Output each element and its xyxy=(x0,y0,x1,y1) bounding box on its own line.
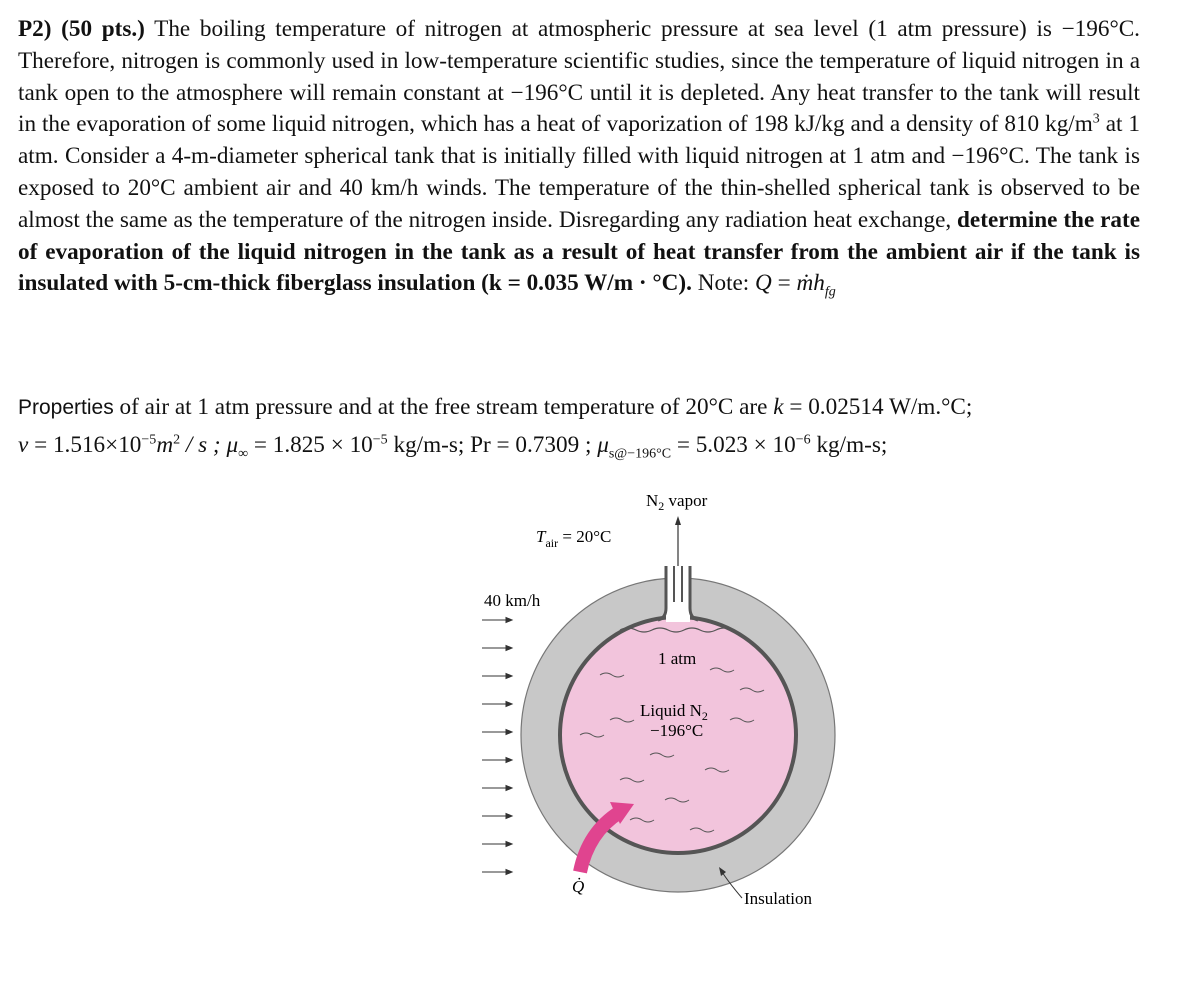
k-value: = 0.02514 W/m.°C; xyxy=(783,394,973,420)
note-mh: ṁh xyxy=(796,270,825,297)
properties-word: Properties xyxy=(18,396,114,419)
nu-exponent: −5 xyxy=(141,432,157,448)
mu-inf-unit: kg/m-s; Pr = 0.7309 ; xyxy=(387,432,598,458)
vapor-label: $N_2$ vapor xyxy=(646,491,708,513)
vapor-arrowhead xyxy=(675,516,681,525)
liquid-temp-label: −196°C xyxy=(650,721,704,740)
heat-label: Q̇ xyxy=(572,877,585,896)
nu-value: = 1.516×10 xyxy=(28,432,142,458)
wind-arrows xyxy=(482,618,512,875)
k-symbol: k xyxy=(773,394,784,420)
nu-unit-rest: / s ; xyxy=(180,432,227,458)
insulation-label: Insulation xyxy=(744,889,812,908)
tair-label: $T_{air} = 20^\circ C$ xyxy=(536,527,612,550)
nu-unit-exponent: 2 xyxy=(173,432,181,448)
mu-inf-subscript: ∞ xyxy=(238,446,249,462)
cubic-exponent: 3 xyxy=(1092,111,1100,127)
nu-symbol: ν xyxy=(18,432,29,458)
problem-text-1: The boiling temperature of nitrogen at atmospheric pressure at sea level (1 atm pressure) is −196°C. Therefore, nitrogen is commonly used in low-temperature scientific studies, since the temperature of liquid nitrogen in a tank open to the atmosphere will remain constant at −196°C until it is depleted. Any heat transfer to the tank will result in the evaporation of some liquid nitrogen, which has a heat of vaporization of 198 kJ/kg and a density of 810 kg/m xyxy=(18,16,1140,138)
liquid-label: Liquid $N_2$ xyxy=(640,701,708,723)
mu-inf-symbol: μ xyxy=(226,432,239,458)
tank-figure xyxy=(460,480,860,920)
pressure-label: 1 atm xyxy=(658,649,697,668)
mu-s-unit: kg/m-s; xyxy=(810,432,888,458)
note-eq: = xyxy=(771,270,797,297)
mu-s-exponent: −6 xyxy=(795,432,811,448)
properties-line-1 xyxy=(18,392,972,423)
mu-s-subscript: s@−196°C xyxy=(608,446,672,462)
properties-line-2 xyxy=(18,430,887,460)
mu-s-value: = 5.023 × 10 xyxy=(671,432,796,458)
note-fg: fg xyxy=(824,285,836,301)
properties-text: of air at 1 atm pressure and at the free stream temperature of 20°C are xyxy=(113,394,774,420)
problem-header: P2) (50 pts.) xyxy=(18,16,145,42)
mu-inf-value: = 1.825 × 10 xyxy=(248,432,373,458)
vent-neck xyxy=(666,566,690,622)
note-q: Q xyxy=(755,270,772,297)
nu-unit-m: m xyxy=(156,432,174,458)
wind-label: 40 km/h xyxy=(484,591,541,610)
mu-inf-exponent: −5 xyxy=(372,432,388,448)
problem-task: determine the rate of evaporation of the liquid nitrogen in the tank as a result of heat transfer from the ambient air if the tank is insulated with 5-cm-thick fiberglass insulation (k = 0.035 W/m · °C). xyxy=(18,206,1140,297)
mu-s-symbol: μ xyxy=(597,432,609,458)
note-label: Note: xyxy=(691,270,756,297)
problem-statement xyxy=(18,14,1140,300)
problem-text-2: at 1 atm. Consider a 4-m-diameter spherical tank that is initially filled with liquid nitrogen at 1 atm and −196°C. The tank is exposed to 20°C ambient air and 40 km/h winds. The temperature of the thin-shelled spherical tank is observed to be almost the same as the temperature of the nitrogen inside. Disregarding any radiation heat exchange, xyxy=(18,111,1140,233)
